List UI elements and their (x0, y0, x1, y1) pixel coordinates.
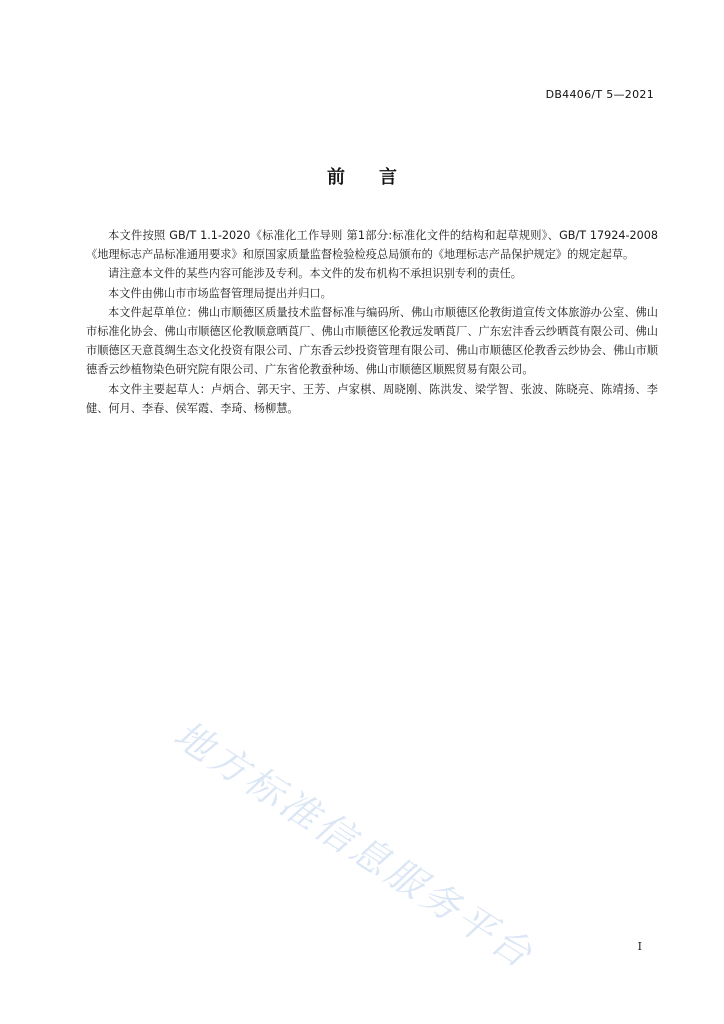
document-code: DB4406/T 5—2021 (545, 88, 654, 101)
watermark: 地方标准信息服务平台 (166, 711, 543, 978)
paragraph-drafters: 本文件主要起草人：卢炳合、郭天宇、王芳、卢家棋、周晓刚、陈洪发、梁学智、张波、陈晓亮、陈靖扬、李健、何月、李春、侯军霞、李琦、杨柳慧。 (86, 382, 658, 415)
paragraph-drafting-units: 本文件起草单位：佛山市顺德区质量技术监督标准与编码所、佛山市顺德区伦教街道宣传文体旅游办公室、佛山市标准化协会、佛山市顺德区伦教顺意晒莨厂、佛山市顺德区伦教远发晒莨厂、广东宏沣香云纱晒莨有限公司、佛山市顺德区天意莨绸生态文化投资有限公司、广东香云纱投资管理有限公司、佛山市顺德区伦教香云纱协会、佛山市顺德香云纱植物染色研究院有限公司、广东省伦教蚕种场、佛山市顺德区顺熙贸易有限公司。 (86, 305, 658, 377)
page-number: I (637, 940, 642, 953)
page-title: 前言 (327, 167, 431, 188)
paragraph-drafting-basis: 本文件按照 GB/T 1.1-2020《标准化工作导则 第1部分:标准化文件的结构和起草规则》、GB/T 17924-2008《地理标志产品标准通用要求》和原国家质量监督检验检疫总局颁布的《地理标志产品保护规定》的规定起草。 (86, 229, 658, 262)
paragraph-patent-notice: 请注意本文件的某些内容可能涉及专利。本文件的发布机构不承担识别专利的责任。 (108, 267, 522, 281)
document-body (86, 226, 658, 418)
paragraph-proposer: 本文件由佛山市市场监督管理局提出并归口。 (108, 286, 332, 300)
